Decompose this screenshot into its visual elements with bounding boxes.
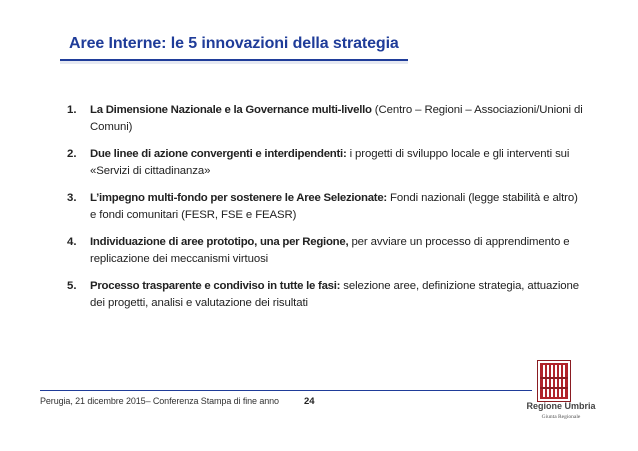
list-item — [67, 234, 587, 268]
item-heading: Individuazione di aree prototipo, una per Regione, — [90, 236, 349, 248]
title-shadow-bar — [60, 61, 408, 64]
item-number: 4. — [67, 236, 77, 248]
list-item — [67, 146, 587, 180]
item-text — [90, 278, 587, 312]
footer-divider — [40, 390, 532, 391]
item-number: 5. — [67, 280, 77, 292]
item-text — [90, 190, 587, 224]
item-heading: La Dimensione Nazionale e la Governance multi-livello — [90, 104, 372, 116]
item-text — [90, 146, 587, 180]
page-number: 24 — [304, 396, 315, 407]
item-text — [90, 234, 587, 268]
item-description: selezione aree, definizione strategia, attuazione dei progetti, analisi e valutazione dei risultati — [90, 280, 579, 309]
item-heading: Due linee di azione convergenti e interdipendenti: — [90, 148, 347, 160]
logo-subtitle: Giunta Regionale — [541, 414, 581, 420]
item-number: 2. — [67, 148, 77, 160]
item-number: 3. — [67, 192, 77, 204]
item-description: (Centro – Regioni – Associazioni/Unioni di Comuni) — [90, 104, 583, 133]
footer-caption: Perugia, 21 dicembre 2015– Conferenza Stampa di fine anno — [40, 396, 279, 406]
item-description: Fondi nazionali (legge stabilità e altro) e fondi comunitari (FESR, FSE e FEASR) — [90, 192, 578, 221]
item-number: 1. — [67, 104, 77, 116]
list-item — [67, 102, 587, 136]
item-text — [90, 102, 587, 136]
slide-title: Aree Interne: le 5 innovazioni della strategia — [69, 35, 399, 52]
list-item — [67, 278, 587, 312]
list-item — [67, 190, 587, 224]
item-description: i progetti di sviluppo locale e gli interventi sui «Servizi di cittadinanza» — [90, 148, 570, 177]
item-description: per avviare un processo di apprendimento e replicazione dei meccanismi virtuosi — [90, 236, 570, 265]
innovation-list — [67, 102, 587, 322]
item-heading: Processo trasparente e condiviso in tutte le fasi: — [90, 280, 341, 292]
item-heading: L’impegno multi-fondo per sostenere le Aree Selezionate: — [90, 192, 387, 204]
regione-umbria-emblem-icon — [537, 360, 571, 402]
logo-name: Regione Umbria — [526, 401, 596, 411]
